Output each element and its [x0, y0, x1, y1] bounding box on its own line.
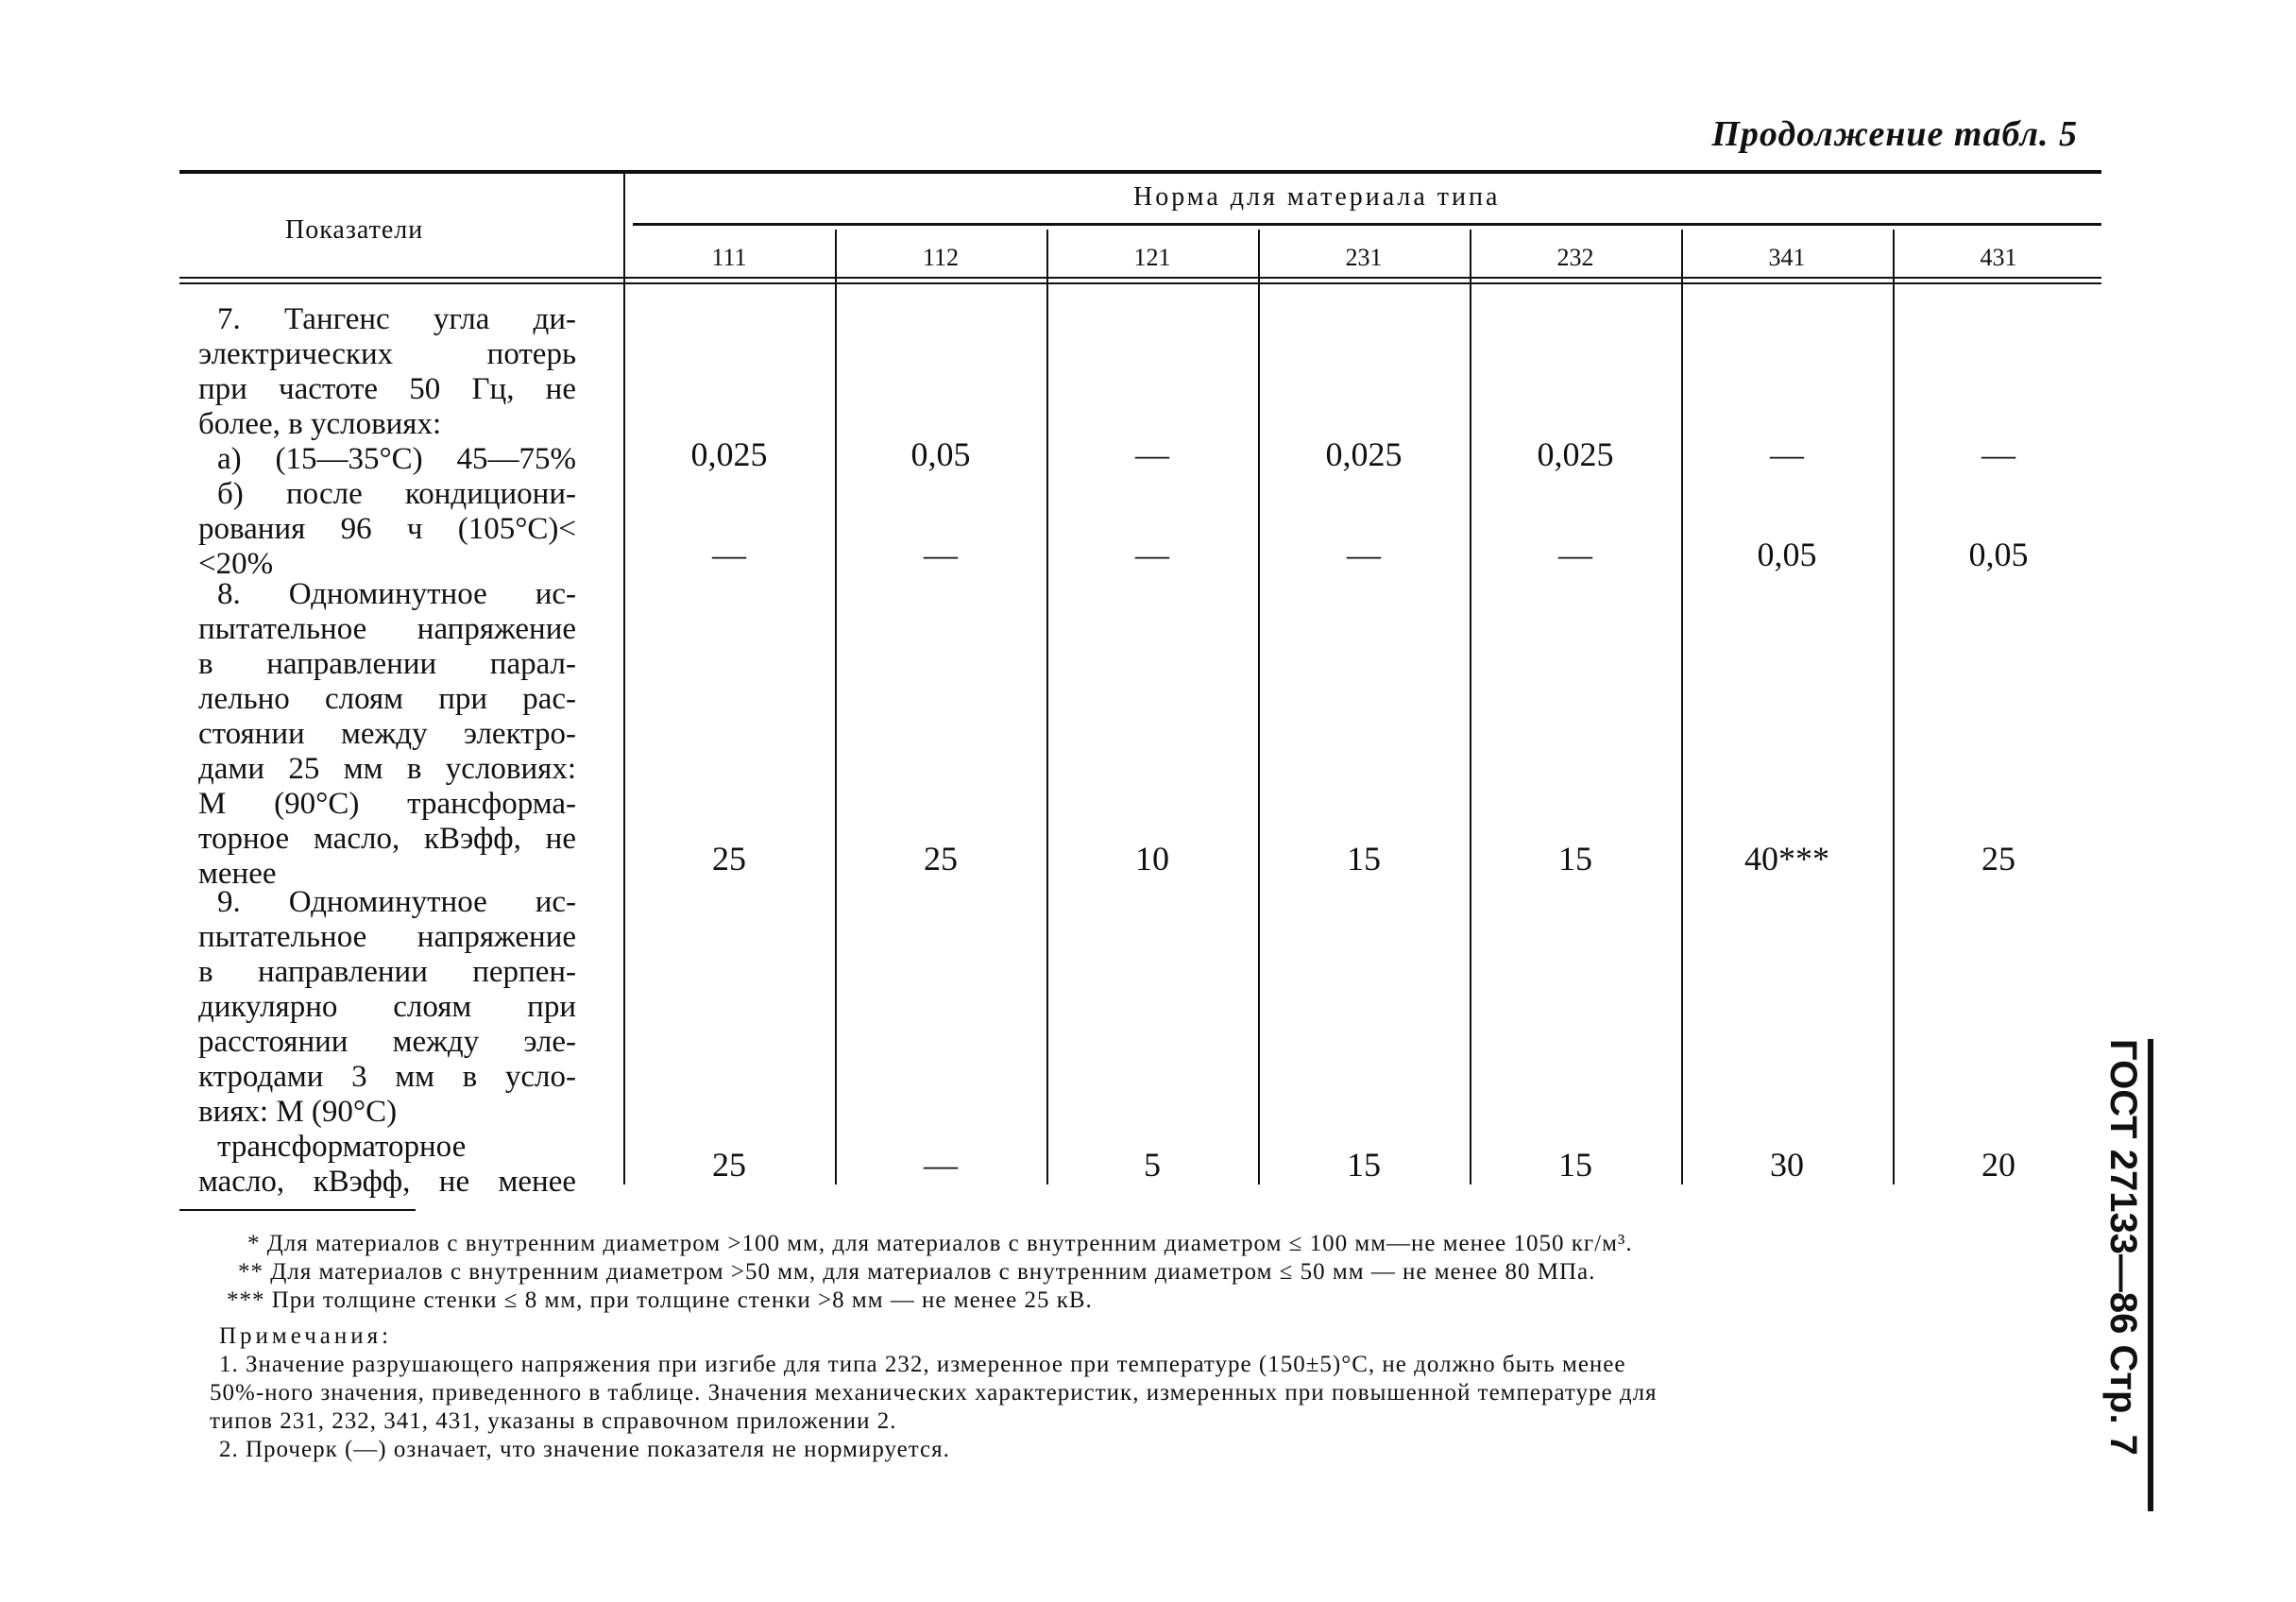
value-7a-431: —: [1981, 435, 2015, 473]
value-8-232: 15: [1558, 840, 1592, 878]
column-header-111: 111: [711, 244, 747, 271]
value-8-111: 25: [712, 840, 746, 878]
indicator-line: виях: М (90°С): [198, 1095, 398, 1129]
value-7a-112: 0,05: [910, 435, 971, 473]
col-divider-3: [1258, 230, 1260, 1184]
col-divider-indicator: [623, 174, 625, 1184]
value-7a-341: —: [1770, 435, 1804, 473]
column-header-431: 431: [1980, 244, 2017, 271]
indicator-line: <20%: [198, 547, 274, 581]
value-8-121: 10: [1135, 840, 1169, 878]
column-header-231: 231: [1345, 244, 1383, 271]
value-7b-341: 0,05: [1757, 536, 1817, 573]
value-8-231: 15: [1347, 840, 1381, 878]
indicator-row-7: [198, 302, 576, 582]
indicator-line: расстоянии между эле-: [198, 1025, 576, 1059]
footnote-2: ** Для материалов с внутренним диаметром >50 мм, для материалов с внутренним диаметром ≤ 50 мм — не менее 80 МПа.: [238, 1259, 1596, 1285]
note-line: типов 231, 232, 341, 431, указаны в справочном приложении 2.: [210, 1408, 897, 1434]
value-9-231: 15: [1347, 1146, 1381, 1184]
value-7a-232: 0,025: [1537, 435, 1614, 473]
indicator-line: электрических потерь: [198, 337, 576, 371]
column-header-341: 341: [1768, 244, 1806, 271]
value-9-112: —: [924, 1146, 958, 1184]
value-7a-121: —: [1135, 435, 1169, 473]
indicator-line: а) (15—35°С) 45—75%: [217, 442, 576, 476]
indicator-line: пытательное напряжение: [198, 612, 576, 646]
value-8-341: 40***: [1744, 840, 1829, 878]
value-8-431: 25: [1981, 840, 2015, 878]
indicator-line: в направлении перпен-: [198, 955, 576, 989]
notes: [210, 1322, 2099, 1464]
continuation-title: Продолжение табл. 5: [1711, 114, 2078, 154]
indicator-line: 7. Тангенс угла ди-: [217, 302, 576, 336]
value-7a-231: 0,025: [1325, 435, 1403, 473]
indicator-line: торное масло, кВэфф, не: [198, 822, 576, 856]
indicator-line: более, в условиях:: [198, 407, 442, 441]
indicator-line: б) после кондициони-: [217, 477, 576, 511]
standard-page-tag: ГОСТ 27133—86 Стр. 7: [2097, 1039, 2153, 1511]
value-7b-111: —: [712, 536, 746, 573]
value-8-112: 25: [924, 840, 958, 878]
note-line: 1. Значение разрушающего напряжения при изгибе для типа 232, измеренное при температуре (150±5)°С, не должно быть менее: [219, 1352, 1626, 1377]
indicator-line: дикулярно слоям при: [198, 990, 576, 1024]
value-7b-121: —: [1135, 536, 1169, 573]
value-9-431: 20: [1981, 1146, 2015, 1184]
column-header-112: 112: [922, 244, 960, 271]
col-divider-5: [1681, 230, 1683, 1184]
value-7b-232: —: [1558, 536, 1592, 573]
indicator-line: М (90°С) трансформа-: [198, 787, 576, 821]
notes-title: Примечания:: [219, 1323, 393, 1349]
footnotes: [210, 1230, 1633, 1315]
value-7b-112: —: [924, 536, 958, 573]
header-norm: Норма для материала типа: [1133, 182, 1501, 212]
column-header-232: 232: [1556, 244, 1594, 271]
indicator-line: в направлении парал-: [198, 647, 576, 681]
table-top-rule: [179, 170, 2101, 174]
indicator-line: стоянии между электро-: [198, 717, 576, 751]
value-7a-111: 0,025: [690, 435, 768, 473]
footnote-3: *** При толщине стенки ≤ 8 мм, при толщине стенки >8 мм — не менее 25 кВ.: [227, 1287, 1093, 1313]
value-9-232: 15: [1558, 1146, 1592, 1184]
footnote-1: * Для материалов с внутренним диаметром >100 мм, для материалов с внутренним диаметром ≤ 100 мм—не менее 1050 кг/м³.: [247, 1231, 1633, 1256]
col-divider-2: [1046, 230, 1048, 1184]
indicator-line: ктродами 3 мм в усло-: [198, 1060, 576, 1094]
norm-header-rule: [633, 223, 2101, 226]
indicator-line: рования 96 ч (105°С)<: [198, 512, 576, 546]
column-header-121: 121: [1133, 244, 1171, 271]
footnote-rule: [179, 1209, 416, 1211]
indicator-line: масло, кВэфф, не менее: [198, 1165, 576, 1199]
indicator-line: трансформаторное: [217, 1130, 467, 1164]
header-bottom-rule-1: [179, 277, 2101, 279]
indicator-line: дами 25 мм в условиях:: [198, 752, 576, 786]
value-9-121: 5: [1144, 1146, 1161, 1184]
header-bottom-rule-2: [179, 282, 2101, 284]
indicator-row-9: [198, 885, 576, 1200]
col-divider-4: [1470, 230, 1471, 1184]
value-7b-231: —: [1347, 536, 1381, 573]
value-7b-431: 0,05: [1968, 536, 2029, 573]
indicator-line: 9. Одноминутное ис-: [217, 885, 576, 919]
value-9-111: 25: [712, 1146, 746, 1184]
note-line: 50%-ного значения, приведенного в таблице. Значения механических характеристик, измеренных при повышенной температуре для: [210, 1380, 1658, 1406]
col-divider-6: [1893, 230, 1895, 1184]
indicator-line: лельно слоям при рас-: [198, 682, 576, 716]
indicator-line: пытательное напряжение: [198, 920, 576, 954]
indicator-row-8: [198, 577, 576, 892]
note-line: 2. Прочерк (—) означает, что значение показателя не нормируется.: [219, 1437, 950, 1462]
indicator-line: 8. Одноминутное ис-: [217, 577, 576, 611]
indicator-line: при частоте 50 Гц, не: [198, 372, 576, 406]
value-9-341: 30: [1770, 1146, 1804, 1184]
indicator-line: менее: [198, 857, 277, 891]
col-divider-1: [835, 230, 837, 1184]
header-indicator: Показатели: [285, 215, 424, 245]
